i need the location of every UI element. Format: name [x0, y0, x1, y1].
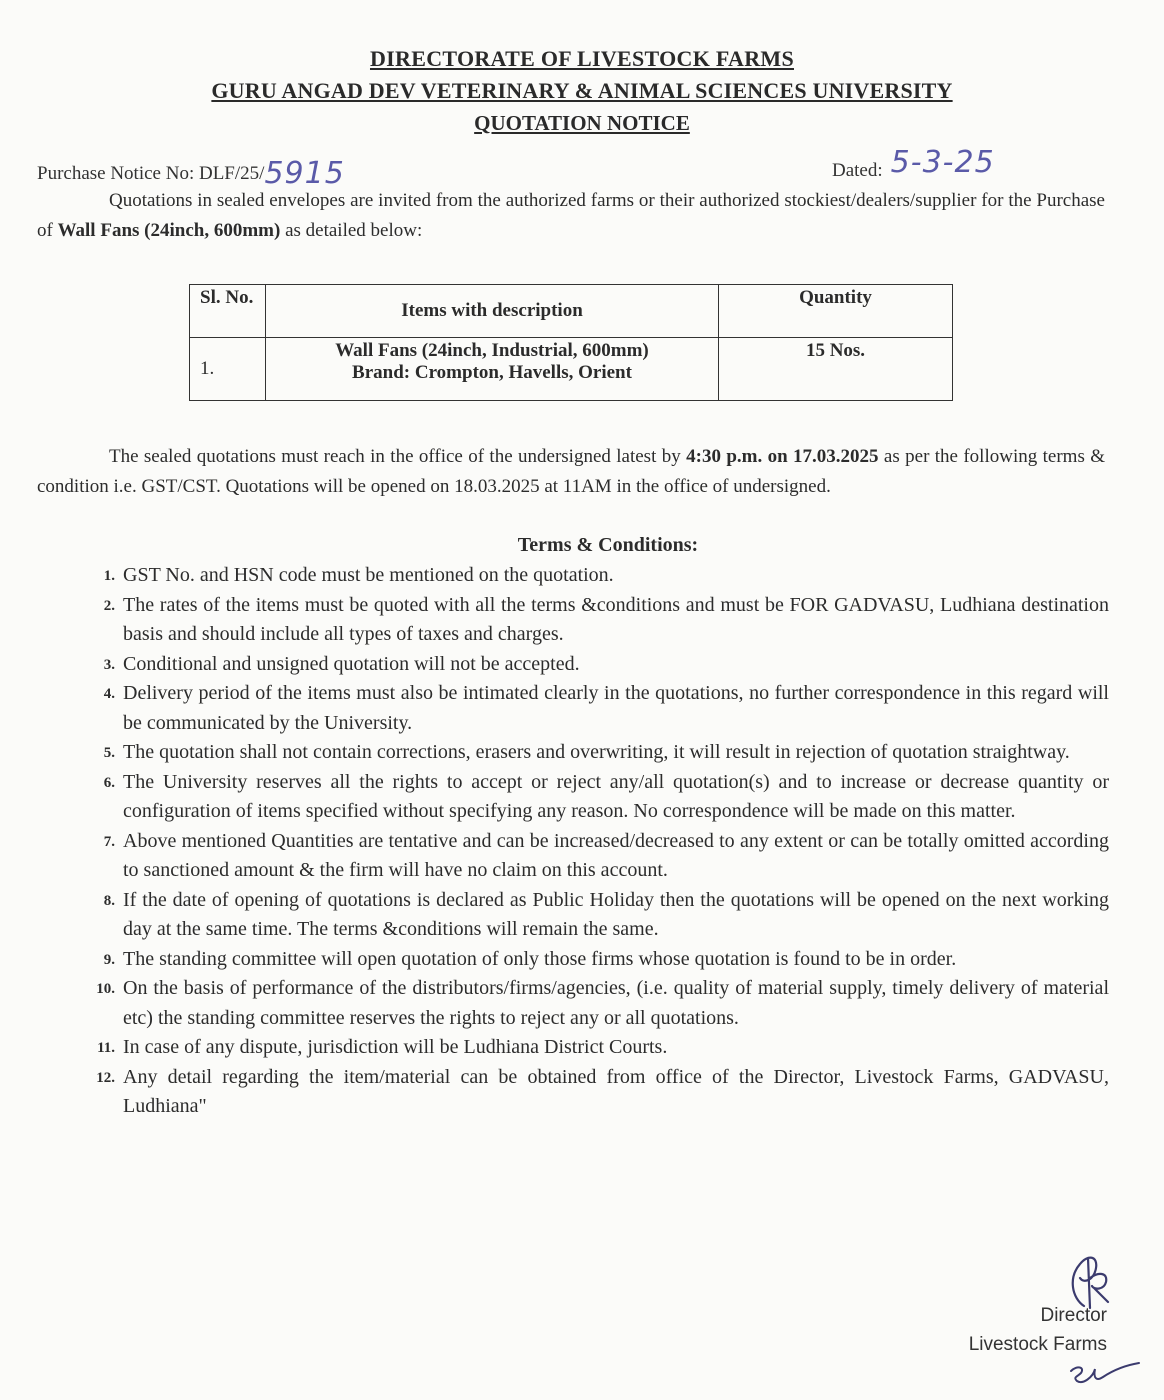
row-quantity: 15 Nos. — [719, 338, 953, 401]
term-text: Above mentioned Quantities are tentative and can be increased/decreased to any extent or can be totally omitted according to sanctioned amount & the firm will have no claim on this account. — [123, 829, 1109, 881]
directorate-heading: DIRECTORATE OF LIVESTOCK FARMS — [369, 46, 794, 71]
header-quantity: Quantity — [719, 285, 953, 338]
header-sl-no: Sl. No. — [190, 285, 266, 338]
row-sl-no: 1. — [190, 338, 266, 401]
dated-label: Dated: — [832, 160, 883, 181]
term-number: 10. — [96, 981, 115, 997]
intro-text-after: as detailed below: — [280, 220, 423, 241]
list-item — [37, 591, 1109, 650]
deadline-text2: as per the following terms & condition i.e. GST/CST. Quotations will be opened on 18.03.2025 at 11AM in the office of undersigned. — [37, 446, 1105, 497]
list-item — [37, 650, 1109, 680]
list-item — [37, 1063, 1109, 1122]
list-item — [37, 886, 1109, 945]
deadline-paragraph — [37, 442, 1105, 502]
term-text: The quotation shall not contain corrections, erasers and overwriting, it will result in rejection of quotation straightway. — [123, 741, 1070, 763]
deadline-text1: The sealed quotations must reach in the office of the undersigned latest by — [109, 446, 687, 467]
term-text: If the date of opening of quotations is declared as Public Holiday then the quotations will be opened on the next working day at the same time. The terms &conditions will remain the same. — [123, 888, 1109, 940]
handwritten-notice-number: 5915 — [264, 156, 345, 191]
term-text: The standing committee will open quotation of only those firms whose quotation is found to be in order. — [123, 947, 957, 970]
list-item — [37, 768, 1109, 827]
deadline-bold: 4:30 p.m. on 17.03.2025 — [686, 446, 879, 467]
row-description-line2: Brand: Crompton, Havells, Orient — [352, 362, 632, 383]
signer-office: Livestock Farms — [968, 1334, 1107, 1355]
terms-list — [37, 561, 1109, 1122]
row-description-line1: Wall Fans (24inch, Industrial, 600mm) — [335, 340, 649, 361]
intro-paragraph — [37, 186, 1105, 246]
term-text: Delivery period of the items must also be intimated clearly in the quotations, no further correspondence in this regard will be communicated by the University. — [123, 682, 1109, 734]
list-item — [37, 738, 1109, 768]
term-text: GST No. and HSN code must be mentioned on the quotation. — [123, 564, 614, 586]
term-number: 11. — [97, 1040, 115, 1056]
table-row — [190, 338, 953, 401]
intro-text-before: Quotations in sealed envelopes are invited from the authorized farms or their authorized stockiest/dealers/supplier for the Purchase of — [37, 190, 1105, 241]
term-number: 7. — [103, 833, 115, 850]
term-text: Conditional and unsigned quotation will not be accepted. — [123, 652, 580, 675]
terms-title: Terms & Conditions: — [517, 534, 699, 556]
list-item — [37, 1033, 1109, 1063]
term-text: On the basis of performance of the distributors/firms/agencies, (i.e. quality of material supply, timely delivery of material etc) the standing committee reserves the rights to reject any or all quotations. — [123, 977, 1109, 1029]
term-number: 9. — [103, 951, 115, 968]
term-number: 8. — [103, 892, 115, 909]
list-item — [37, 974, 1109, 1033]
initials-signature-icon — [1063, 1355, 1143, 1395]
list-item — [37, 827, 1109, 886]
university-heading: GURU ANGAD DEV VETERINARY & ANIMAL SCIENCES UNIVERSITY — [211, 78, 953, 103]
term-text: Any detail regarding the item/material can be obtained from office of the Director, Livestock Farms, GADVASU, Ludhiana" — [123, 1065, 1109, 1117]
term-number: 5. — [103, 745, 115, 761]
list-item — [37, 945, 1109, 975]
row-description — [266, 338, 719, 401]
list-item — [37, 679, 1109, 738]
term-text: The University reserves all the rights to accept or reject any/all quotation(s) and to increase or decrease quantity or configuration of items specified without specifying any reason. No correspondence will be made on this matter. — [123, 770, 1109, 822]
term-number: 4. — [103, 686, 115, 702]
intro-item-bold: Wall Fans (24inch, 600mm) — [57, 220, 281, 241]
list-item — [37, 561, 1109, 591]
term-text: In case of any dispute, jurisdiction will be Ludhiana District Courts. — [123, 1036, 668, 1058]
notice-title: QUOTATION NOTICE — [474, 111, 690, 135]
table-header-row — [190, 285, 953, 338]
header-description: Items with description — [266, 285, 719, 338]
term-number: 12. — [96, 1069, 115, 1086]
term-text: The rates of the items must be quoted with all the terms &conditions and must be FOR GADVASU, Ludhiana destination basis and should include all types of taxes and charges. — [123, 593, 1109, 645]
purchase-notice-number — [37, 152, 345, 191]
purchase-notice-label: Purchase Notice No: DLF/25/ — [37, 163, 265, 184]
term-number: 6. — [103, 774, 115, 791]
handwritten-date: 5-3-25 — [890, 145, 995, 180]
term-number: 3. — [103, 656, 115, 673]
items-table — [189, 284, 953, 401]
term-number: 2. — [103, 597, 115, 614]
notice-date — [832, 145, 995, 184]
term-number: 1. — [103, 568, 115, 584]
signer-title: Director — [1040, 1305, 1107, 1326]
